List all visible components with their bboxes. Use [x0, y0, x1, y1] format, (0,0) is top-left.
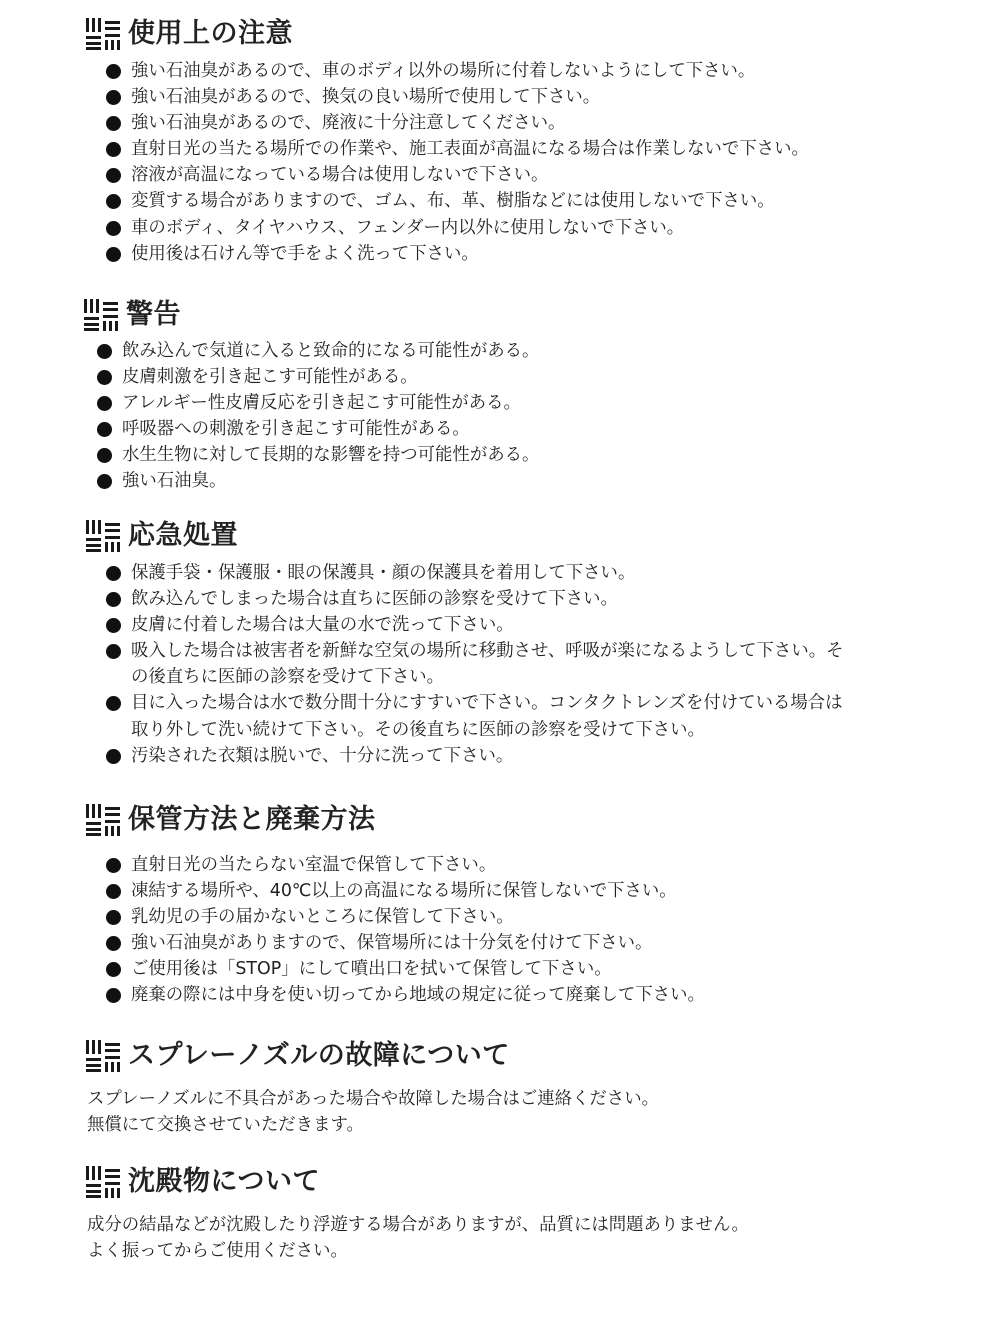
- bullet-dot-icon: [97, 474, 112, 489]
- list-item: 変質する場合がありますので、ゴム、布、革、樹脂などには使用しないで下さい。: [106, 188, 809, 214]
- section-title: 応急処置: [128, 520, 238, 551]
- section-title: 使用上の注意: [128, 18, 293, 49]
- bullet-dot-icon: [106, 64, 121, 79]
- bullet-dot-icon: [106, 566, 121, 581]
- bullet-dot-icon: [106, 247, 121, 262]
- list-item: 皮膚刺激を引き起こす可能性がある。: [97, 364, 539, 390]
- section-title: 沈殿物について: [128, 1166, 320, 1197]
- bullet-dot-icon: [106, 936, 121, 951]
- list-item: 強い石油臭があるので、廃液に十分注意してください。: [106, 110, 809, 136]
- list-item: 保護手袋・保護服・眼の保護具・顔の保護具を着用して下さい。: [106, 560, 844, 586]
- bullet-dot-icon: [106, 910, 121, 925]
- list-item: 溶液が高温になっている場合は使用しないで下さい。: [106, 162, 809, 188]
- list-item: アレルギー性皮膚反応を引き起こす可能性がある。: [97, 390, 539, 416]
- heading-marker-icon: [86, 1040, 120, 1072]
- section-heading: [86, 802, 376, 838]
- list-item: 飲み込んでしまった場合は直ちに医師の診察を受けて下さい。: [106, 586, 844, 612]
- list-item: 強い石油臭。: [97, 468, 539, 494]
- list-item: 目に入った場合は水で数分間十分にすすいで下さい。コンタクトレンズを付けている場合は 取り外して洗い続けて下さい。その後直ちに医師の診察を受けて下さい。: [106, 690, 844, 742]
- heading-marker-icon: [86, 520, 120, 552]
- bullet-list: [106, 560, 844, 769]
- bullet-dot-icon: [97, 448, 112, 463]
- bullet-dot-icon: [106, 696, 121, 711]
- list-item: 飲み込んで気道に入ると致命的になる可能性がある。: [97, 338, 539, 364]
- list-item: ご使用後は「STOP」にして噴出口を拭いて保管して下さい。: [106, 956, 705, 982]
- section-heading: [84, 297, 181, 333]
- list-item: 皮膚に付着した場合は大量の水で洗って下さい。: [106, 612, 844, 638]
- bullet-dot-icon: [97, 396, 112, 411]
- heading-marker-icon: [86, 804, 120, 836]
- heading-marker-icon: [86, 18, 120, 50]
- bullet-dot-icon: [97, 422, 112, 437]
- section-title: 保管方法と廃棄方法: [128, 804, 376, 835]
- section-heading: [86, 1164, 320, 1200]
- list-item: 強い石油臭があるので、車のボディ以外の場所に付着しないようにして下さい。: [106, 58, 809, 84]
- section-heading: [86, 518, 238, 554]
- bullet-dot-icon: [97, 344, 112, 359]
- bullet-dot-icon: [106, 90, 121, 105]
- bullet-dot-icon: [106, 962, 121, 977]
- bullet-dot-icon: [106, 194, 121, 209]
- bullet-dot-icon: [106, 142, 121, 157]
- list-item: 強い石油臭があるので、換気の良い場所で使用して下さい。: [106, 84, 809, 110]
- bullet-dot-icon: [106, 116, 121, 131]
- bullet-dot-icon: [106, 644, 121, 659]
- bullet-dot-icon: [106, 618, 121, 633]
- bullet-dot-icon: [106, 884, 121, 899]
- list-item: 直射日光の当たる場所での作業や、施工表面が高温になる場合は作業しないで下さい。: [106, 136, 809, 162]
- heading-marker-icon: [84, 299, 118, 331]
- list-item: 廃棄の際には中身を使い切ってから地域の規定に従って廃棄して下さい。: [106, 982, 705, 1008]
- list-item: 凍結する場所や、40℃以上の高温になる場所に保管しないで下さい。: [106, 878, 705, 904]
- list-item: 乳幼児の手の届かないところに保管して下さい。: [106, 904, 705, 930]
- section-heading: [86, 16, 293, 52]
- bullet-dot-icon: [97, 370, 112, 385]
- bullet-list: [106, 852, 705, 1009]
- list-item: 車のボディ、タイヤハウス、フェンダー内以外に使用しないで下さい。: [106, 215, 809, 241]
- bullet-dot-icon: [106, 592, 121, 607]
- bullet-dot-icon: [106, 168, 121, 183]
- list-item: 吸入した場合は被害者を新鮮な空気の場所に移動させ、呼吸が楽になるようして下さい。そ の後直ちに医師の診察を受けて下さい。: [106, 638, 844, 690]
- section-paragraph: 成分の結晶などが沈殿したり浮遊する場合がありますが、品質には問題ありません。 よく振ってからご使用ください。: [87, 1215, 749, 1261]
- bullet-dot-icon: [106, 221, 121, 236]
- bullet-dot-icon: [106, 749, 121, 764]
- list-item: 呼吸器への刺激を引き起こす可能性がある。: [97, 416, 539, 442]
- section-paragraph: スプレーノズルに不具合があった場合や故障した場合はご連絡ください。 無償にて交換させていただきます。: [87, 1089, 659, 1135]
- section-title: スプレーノズルの故障について: [128, 1040, 510, 1071]
- bullet-dot-icon: [106, 988, 121, 1003]
- list-item: 水生生物に対して長期的な影響を持つ可能性がある。: [97, 442, 539, 468]
- bullet-list: [106, 58, 809, 267]
- heading-marker-icon: [86, 1166, 120, 1198]
- bullet-list: [97, 338, 539, 495]
- list-item: 直射日光の当たらない室温で保管して下さい。: [106, 852, 705, 878]
- section-title: 警告: [126, 299, 181, 330]
- list-item: 汚染された衣類は脱いで、十分に洗って下さい。: [106, 743, 844, 769]
- bullet-dot-icon: [106, 858, 121, 873]
- list-item: 使用後は石けん等で手をよく洗って下さい。: [106, 241, 809, 267]
- section-heading: [86, 1038, 510, 1074]
- list-item: 強い石油臭がありますので、保管場所には十分気を付けて下さい。: [106, 930, 705, 956]
